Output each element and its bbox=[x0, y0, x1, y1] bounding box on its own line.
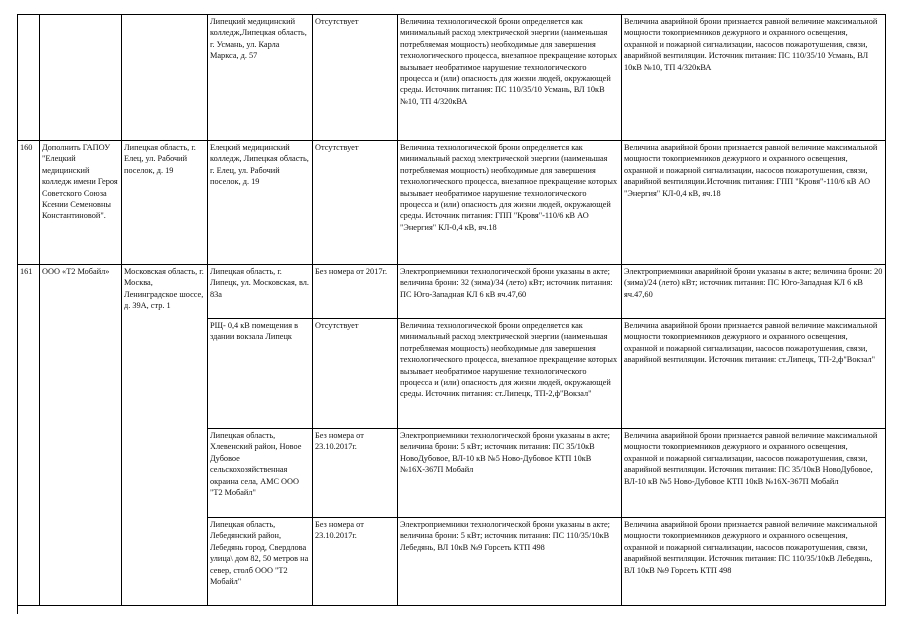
row-number-cell bbox=[18, 15, 40, 141]
reservation-table bbox=[17, 14, 886, 606]
emergency-reserve-cell: Величина аварийной брони признается равной величине максимальной мощности токоприемников дежурного и охранного освещения, охранной и пожарной сигнализации, насосов пожаротушения, связи, аварийной вентиляции. Источник питания: ПС 35/10кВ НовоДубовое, ВЛ-10 кВ №5 Ново-Дубовое КТП 10кВ №16Х-367П Мобайл bbox=[622, 429, 886, 518]
organization-cell bbox=[40, 15, 122, 141]
table-row bbox=[18, 15, 886, 141]
act-cell: Отсутствует bbox=[313, 141, 398, 265]
tech-reserve-cell: Электроприемники технологической брони указаны в акте; величина брони: 5 кВт; источник питания: ПС 35/10кВ НовоДубовое, ВЛ-10 кВ №5 Ново-Дубовое КТП 10кВ №16Х-367П Мобайл bbox=[398, 429, 622, 518]
object-cell: Липецкая область, г. Липецк, ул. Московская, вл. 83а bbox=[208, 265, 313, 319]
organization-cell: ООО «Т2 Мобайл» bbox=[40, 265, 122, 606]
act-cell: Отсутствует bbox=[313, 319, 398, 429]
object-cell: Липецкая область, Хлевенский район, Новое Дубовое сельскохозяйственная окраина села, АМС ООО "Т2 Мобайл" bbox=[208, 429, 313, 518]
table-margin-line bbox=[17, 606, 18, 614]
emergency-reserve-cell: Величина аварийной брони признается равной величине максимальной мощности токоприемников дежурного и охранного освещения, охранной и пожарной сигнализации, насосов пожаротушения, связи, аварийной вентиляции.Источник питания: ГПП "Кровя"-110/6 кВ АО "Энергия" КЛ-0,4 кВ, яч.18 bbox=[622, 141, 886, 265]
object-cell: РЩ- 0,4 кВ помещения в здании вокзала Липецк bbox=[208, 319, 313, 429]
act-cell: Без номера от 23.10.2017г. bbox=[313, 518, 398, 606]
tech-reserve-cell: Величина технологической брони определяется как минимальный расход электрической энергии (наименьшая потребляемая мощность) необходимые для завершения технологического процесса, внезапное прекращение которых вызывает необратимое нарушение технологического процесса и (или) опасность для жизни людей, окружающей среды. Источник питания: ПС 110/35/10 Усмань, ВЛ 10кВ №10, ТП 4/320кВА bbox=[398, 15, 622, 141]
object-cell: Липецкий медицинский колледж,Липецкая область, г. Усмань, ул. Карла Маркса, д. 57 bbox=[208, 15, 313, 141]
act-cell: Отсутствует bbox=[313, 15, 398, 141]
table-row bbox=[18, 141, 886, 265]
emergency-reserve-cell: Величина аварийной брони признается равной величине максимальной мощности токоприемников дежурного и охранного освещения, охранной и пожарной сигнализации, насосов пожаротушения, связи, аварийной вентиляции. Источник питания: ПС 110/35/10 Усмань, ВЛ 10кВ №10, ТП 4/320кВА bbox=[622, 15, 886, 141]
object-cell: Липецкая область, Лебедянский район, Лебедянь город, Свердлова улица\ дом 82, 50 метров на север, столб ООО "Т2 Мобайл" bbox=[208, 518, 313, 606]
tech-reserve-cell: Электроприемники технологической брони указаны в акте; величина брони: 32 (зима)/34 (лето) кВт; источник питания: ПС Юго-Западная КЛ 6 кВ яч.47,60 bbox=[398, 265, 622, 319]
row-number-cell: 161 bbox=[18, 265, 40, 606]
address-cell: Липецкая область, г. Елец, ул. Рабочий поселок, д. 19 bbox=[122, 141, 208, 265]
act-cell: Без номера от 23.10.2017г. bbox=[313, 429, 398, 518]
object-cell: Елецкий медицинский колледж, Липецкая область, г. Елец, ул. Рабочий поселок, д. 19 bbox=[208, 141, 313, 265]
row-number-cell: 160 bbox=[18, 141, 40, 265]
emergency-reserve-cell: Величина аварийной брони признается равной величине максимальной мощности токоприемников дежурного и охранного освещения, охранной и пожарной сигнализации, насосов пожаротушения, связи, аварийной вентиляции. Источник питания: ПС 110/35/10кВ Лебедянь, ВЛ 10кВ №9 Горсеть КТП 498 bbox=[622, 518, 886, 606]
tech-reserve-cell: Электроприемники технологической брони указаны в акте; величина брони: 5 кВт; источник питания: ПС 110/35/10кВ Лебедянь, ВЛ 10кВ №9 Горсеть КТП 498 bbox=[398, 518, 622, 606]
address-cell: Московская область, г. Москва, Ленинградское шоссе, д. 39А, стр. 1 bbox=[122, 265, 208, 606]
tech-reserve-cell: Величина технологической брони определяется как минимальный расход электрической энергии (наименьшая потребляемая мощность) необходимые для завершения технологического процесса, внезапное прекращение которых вызывает необратимое нарушение технологического процесса и (или) опасность для жизни людей, окружающей среды. Источник питания: ГПП "Кровя"-110/6 кВ АО "Энергия" КЛ-0,4 кВ, яч.18 bbox=[398, 141, 622, 265]
table-row bbox=[18, 265, 886, 319]
organization-cell: Дополнить ГАПОУ "Елецкий медицинский колледж имени Героя Советского Союза Ксении Семеновны Константиновой". bbox=[40, 141, 122, 265]
emergency-reserve-cell: Величина аварийной брони признается равной величине максимальной мощности токоприемников дежурного и охранного освещения, охранной и пожарной сигнализации, насосов пожаротушения, связи, аварийной вентиляции. Источник питания: ст.Липецк, ТП-2,ф"Вокзал" bbox=[622, 319, 886, 429]
emergency-reserve-cell: Электроприемники аварийной брони указаны в акте; величина брони: 20 (зима)/24 (лето) кВт; источник питания: ПС Юго-Западная КЛ 6 кВ яч.47,60 bbox=[622, 265, 886, 319]
address-cell bbox=[122, 15, 208, 141]
act-cell: Без номера от 2017г. bbox=[313, 265, 398, 319]
tech-reserve-cell: Величина технологической брони определяется как минимальный расход электрической энергии (наименьшая потребляемая мощность) необходимые для завершения технологического процесса, внезапное прекращение которых вызывает необратимое нарушение технологического процесса и (или) опасность для жизни людей, окружающей среды. Источник питания: ст.Липецк, ТП-2,ф"Вокзал" bbox=[398, 319, 622, 429]
